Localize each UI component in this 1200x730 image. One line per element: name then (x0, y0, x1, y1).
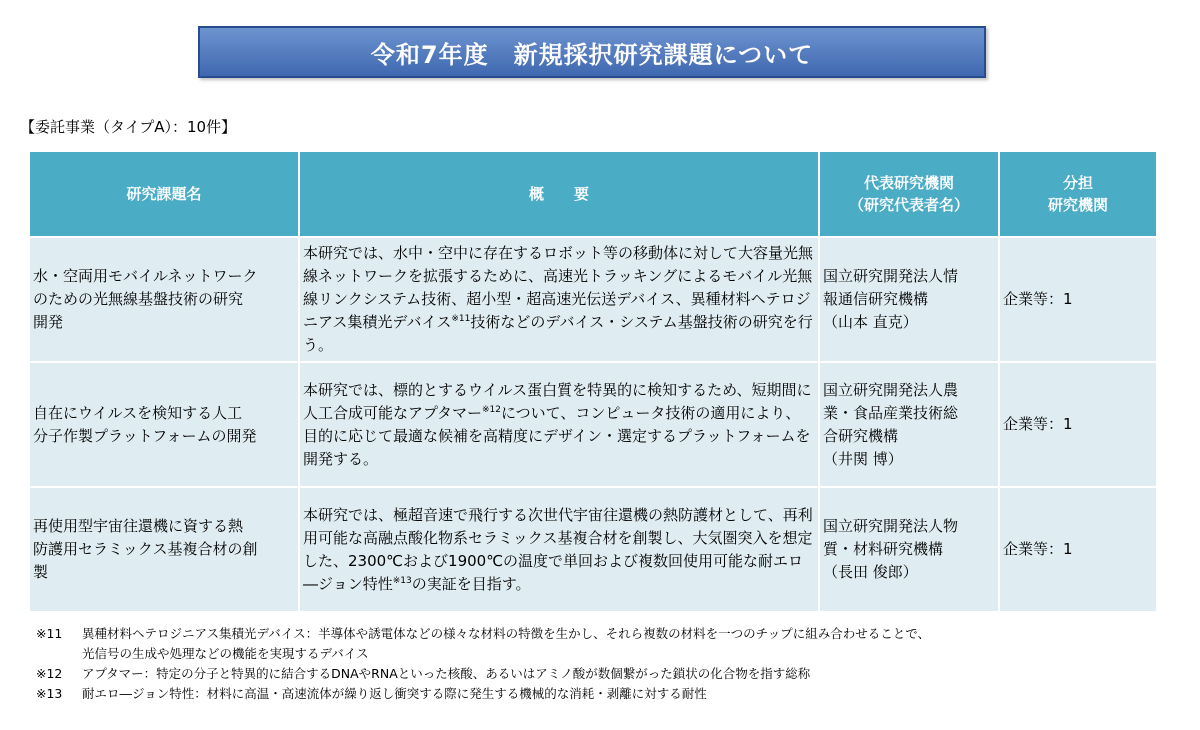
summary-cell (299, 237, 819, 362)
header-title: 研究課題名 (29, 151, 299, 237)
footnote-ref: ※12 (481, 404, 501, 415)
org-cell: 国立研究開発法人情 報通信研究機構 （山本 直克） (819, 237, 999, 362)
summary-text: の実証を目指す。 (411, 574, 531, 593)
footnote-mark: ※13 (36, 686, 63, 701)
footnote-ref: ※11 (451, 314, 471, 324)
header-org: 代表研究機関 （研究代表者名） (819, 151, 999, 237)
summary-text: 本研究では、極超音速で飛行する次世代宇宙往還機の熱防護材として、再利用可能な高融点酸化物系セラミックス基複合材を創製し、大気圏突入を想定した、2300℃および1900℃の温度で単回および複数回使用可能な耐エロ―ジョン特性 (303, 505, 813, 593)
section-label: 【委託事業（タイプA）：10件】 (20, 118, 237, 136)
share-cell: 企業等：1 (999, 237, 1157, 362)
footnote-item (36, 624, 1176, 664)
summary-text: 技術などのデバイス・システム基盤技術の研究を行う。 (303, 313, 813, 354)
header-summary: 概 要 (299, 151, 819, 237)
summary-text: について、コンピュータ技術の適用により、目的に応じて最適な候補を高精度にデザイン・選定するプラットフォームを開発する。 (303, 403, 811, 468)
footnote-text: 耐エロ―ジョン特性：材料に高温・高速流体が繰り返し衝突する際に発生する機械的な消耗・剥離に対する耐性 (82, 686, 707, 701)
header-share: 分担 研究機関 (999, 151, 1157, 237)
table-row (29, 487, 1157, 612)
summary-cell (299, 362, 819, 487)
footnote-mark: ※12 (36, 666, 63, 681)
summary-text: 本研究では、水中・空中に存在するロボット等の移動体に対して大容量光無線ネットワークを拡張するために、高速光トラッキングによるモバイル光無線リンクシステム技術、超小型・超高速光伝送デバイス、異種材料ヘテロジニアス集積光デバイス (303, 244, 814, 331)
org-cell: 国立研究開発法人農 業・食品産業技術総 合研究機構 （井関 博） (819, 362, 999, 487)
table-row (29, 362, 1157, 487)
footnote-item (36, 664, 1176, 684)
table-header-row (29, 151, 1157, 237)
footnote-mark: ※11 (36, 626, 63, 641)
page-title: 令和7年度 新規採択研究課題について (198, 26, 986, 78)
summary-cell (299, 487, 819, 612)
research-title-cell: 再使用型宇宙往還機に資する熱 防護用セラミックス基複合材の創 製 (29, 487, 299, 612)
research-title-cell: 自在にウイルスを検知する人工 分子作製プラットフォームの開発 (29, 362, 299, 487)
research-title-cell: 水・空両用モバイルネットワーク のための光無線基盤技術の研究 開発 (29, 237, 299, 362)
footnote-text: 異種材料ヘテロジニアス集積光デバイス：半導体や誘電体などの様々な材料の特徴を生かし、それら複数の材料を一つのチップに組み合わせることで、 光信号の生成や処理などの機能を実現するデバイス (82, 626, 931, 661)
org-cell: 国立研究開発法人物 質・材料研究機構 （長田 俊郎） (819, 487, 999, 612)
footnotes (36, 624, 1176, 704)
table-row (29, 237, 1157, 362)
footnote-ref: ※13 (392, 575, 412, 586)
share-cell: 企業等：1 (999, 362, 1157, 487)
footnote-item (36, 684, 1176, 704)
share-cell: 企業等：1 (999, 487, 1157, 612)
footnote-text: アプタマー：特定の分子と特異的に結合するDNAやRNAといった核酸、あるいはアミノ酸が数個繋がった鎖状の化合物を指す総称 (82, 666, 811, 681)
research-table (28, 150, 1158, 613)
summary-text: 本研究では、標的とするウイルス蛋白質を特異的に検知するため、短期間に人工合成可能なアプタマー (303, 380, 812, 422)
